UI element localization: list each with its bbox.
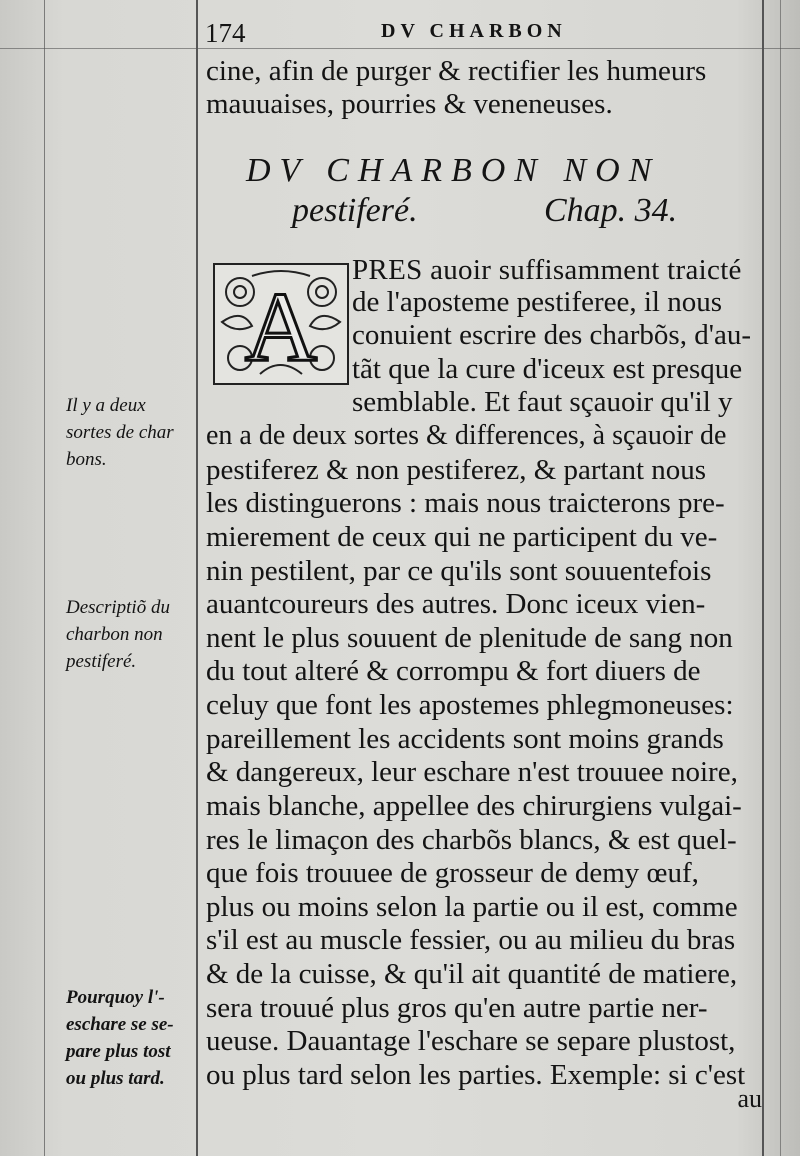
text-line: ou plus tard selon les parties. Exemple: si c'est [206,1059,746,1091]
margin-note-line: charbon non [66,624,163,645]
margin-note-line: eschare se se- [66,1014,174,1035]
text-line: semblable. Et faut sçauoir qu'il y [352,386,733,418]
chapter-heading-line2-left: pestiferé. [292,192,418,229]
text-line: les distinguerons : mais nous traicterons pre- [206,487,725,519]
text-line: que fois trouuee de grosseur de demy œuf, [206,857,699,889]
margin-note-line: Descriptiõ du [66,597,170,618]
margin-note-2 [66,594,196,675]
text-line: nent le plus souuent de plenitude de sang non [206,622,733,654]
left-margin-rule [44,0,45,1156]
page-number: 174 [205,18,246,48]
margin-note-line: pestiferé. [66,651,137,672]
text-line: celuy que font les apostemes phlegmoneuses: [206,689,734,721]
text-line: sera trouué plus gros qu'en autre partie ner- [206,992,708,1024]
margin-note-line: ou plus tard. [66,1068,165,1089]
margin-note-line: bons. [66,449,107,470]
text-line: & de la cuisse, & qu'il ait quantité de matiere, [206,958,738,990]
text-line: cine, afin de purger & rectifier les humeurs [206,55,707,87]
catchword: au [737,1084,762,1113]
header-rule [0,48,800,49]
text-line: s'il est au muscle fessier, ou au milieu du bras [206,924,736,956]
text-line: de l'aposteme pestiferee, il nous [352,286,723,318]
running-head [205,14,765,48]
text-line: nin pestilent, par ce qu'ils sont souuentefois [206,555,712,587]
text-column-rule [196,0,198,1156]
text-line: auantcoureurs des autres. Donc iceux vien- [206,588,706,620]
text-line: conuient escrire des charbõs, d'au- [352,319,751,351]
margin-note-1 [66,392,196,473]
text-line: PRES auoir suffisamment traicté [352,254,742,286]
text-line: plus ou moins selon la partie ou il est, comme [206,891,738,923]
text-line: & dangereux, leur eschare n'est trouuee noire, [206,756,738,788]
initial-letter: A [244,271,318,382]
text-line: tãt que la cure d'iceux est presque [352,353,743,385]
text-line: pareillement les accidents sont moins grands [206,723,724,755]
margin-note-line: Pourquoy l'- [66,987,165,1008]
text-line: ueuse. Dauantage l'eschare se separe plustost, [206,1025,736,1057]
margin-note-3 [66,984,196,1092]
running-title: DV CHARBON [381,20,567,42]
text-line: mauuaises, pourries & veneneuses. [206,88,613,120]
text-line: res le limaçon des charbõs blancs, & est quel- [206,824,737,856]
margin-note-line: sortes de char [66,422,174,443]
text-line: mierement de ceux qui ne participent du ve- [206,521,718,553]
text-line: du tout alteré & corrompu & fort diuers de [206,655,701,687]
chapter-heading-line1: DV CHARBON NON [246,152,661,189]
margin-note-line: pare plus tost [66,1041,171,1062]
outer-edge-rule [780,0,781,1156]
text-line: mais blanche, appellee des chirurgiens vulgai- [206,790,742,822]
decorated-initial-icon [212,262,350,386]
margin-note-line: Il y a deux [66,395,146,416]
chapter-heading-line2-right: Chap. 34. [544,192,678,229]
text-line: en a de deux sortes & differences, à sçauoir de [206,420,727,451]
text-line: pestiferez & non pestiferez, & partant nous [206,454,707,486]
